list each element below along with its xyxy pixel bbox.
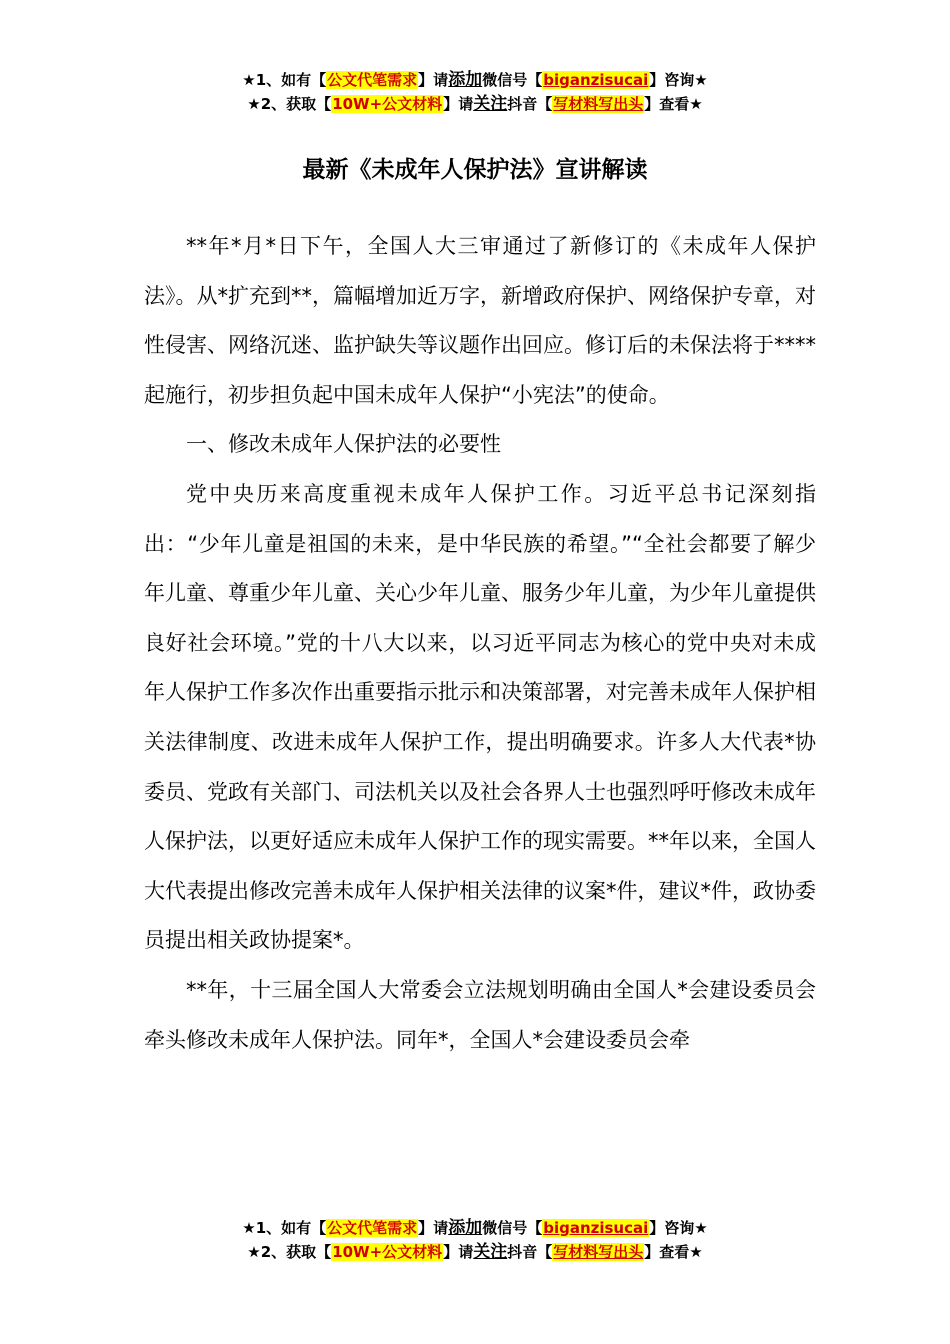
promo-line-2 — [0, 1240, 950, 1264]
promo-text: 微信号【 — [482, 71, 543, 89]
promo-text: 】查看★ — [644, 95, 703, 113]
emphasis-text: 关注 — [473, 94, 508, 114]
highlight-text: 10W+公文材料 — [332, 1243, 443, 1261]
paragraph: **年，十三届全国人大常委会立法规划明确由全国人*会建设委员会牵头修改未成年人保护法。同年*，全国人*会建设委员会牵 — [144, 977, 816, 1052]
emphasis-text: 关注 — [473, 1242, 508, 1262]
promo-text: 微信号【 — [482, 1219, 543, 1237]
paragraph: 党中央历来高度重视未成年人保护工作。习近平总书记深刻指出：“少年儿童是祖国的未来，是中华民族的希望。”“全社会都要了解少年儿童、尊重少年儿童、关心少年儿童、服务少年儿童，为少年儿童提供良好社会环境。”党的十八大以来，以习近平同志为核心的党中央对未成年人保护工作多次作出重要指示批示和决策部署，对完善未成年人保护相关法律制度、改进未成年人保护工作，提出明确要求。许多人大代表*协委员、党政有关部门、司法机关以及社会各界人士也强烈呼吁修改未成年人保护法，以更好适应未成年人保护工作的现实需要。**年以来，全国人大代表提出修改完善未成年人保护相关法律的议案*件，建议*件，政协委员提出相关政协提案*。 — [144, 481, 816, 953]
emphasis-text: 添加 — [448, 1218, 483, 1238]
promo-text: ★1、如有【 — [242, 71, 327, 89]
highlight-text: 公文代笔需求 — [327, 1219, 418, 1237]
promo-text: 抖音【 — [507, 1243, 553, 1261]
promo-text: ★2、获取【 — [247, 1243, 332, 1261]
paragraph: **年*月*日下午，全国人大三审通过了新修订的《未成年人保护法》。从*扩充到**，篇幅增加近万字，新增政府保护、网络保护专章，对性侵害、网络沉迷、监护缺失等议题作出回应。修订后的未保法将于****起施行，初步担负起中国未成年人保护“小宪法”的使命。 — [144, 234, 816, 407]
promo-text: 】咨询★ — [649, 1219, 708, 1237]
highlight-text: 10W+公文材料 — [332, 95, 443, 113]
document-title: 最新《未成年人保护法》宣讲解读 — [302, 157, 648, 183]
promo-text: 】请 — [443, 1243, 474, 1261]
promo-text: 】查看★ — [644, 1243, 703, 1261]
promo-line-1 — [0, 1216, 950, 1240]
douyin-id: 写材料写出头 — [553, 95, 644, 113]
promo-text: ★1、如有【 — [242, 1219, 327, 1237]
section-heading: 一、修改未成年人保护法的必要性 — [186, 432, 501, 457]
promo-line-1 — [0, 68, 950, 92]
promo-text: 】请 — [443, 95, 474, 113]
promo-text: ★2、获取【 — [247, 95, 332, 113]
promo-text: 】咨询★ — [649, 71, 708, 89]
douyin-id: 写材料写出头 — [553, 1243, 644, 1261]
promo-banner-bottom — [0, 1216, 950, 1264]
wechat-id: biganzisucai — [543, 1219, 649, 1237]
promo-text: 抖音【 — [507, 95, 553, 113]
document-body — [144, 222, 816, 1065]
promo-banner-top — [0, 68, 950, 116]
promo-text: 】请 — [418, 1219, 449, 1237]
emphasis-text: 添加 — [448, 70, 483, 90]
highlight-text: 公文代笔需求 — [327, 71, 418, 89]
promo-line-2 — [0, 92, 950, 116]
wechat-id: biganzisucai — [543, 71, 649, 89]
promo-text: 】请 — [418, 71, 449, 89]
